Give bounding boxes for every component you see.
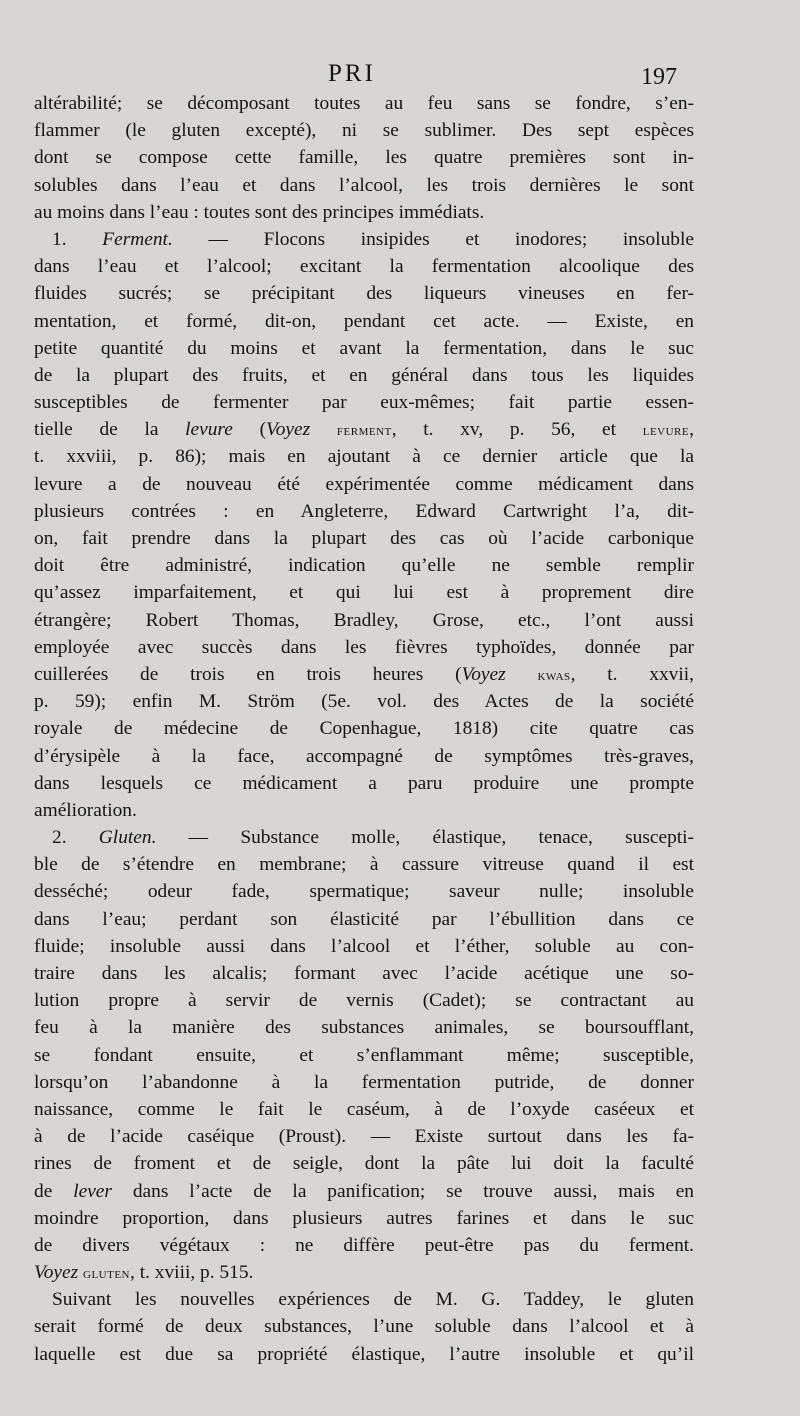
text-segment: altérabilité; se décomposant toutes au feu sans se fondre, s’en- xyxy=(34,93,694,114)
text-line xyxy=(34,1096,694,1123)
page-number: 197 xyxy=(641,64,677,90)
text-line xyxy=(34,253,694,280)
text-line xyxy=(34,1042,694,1069)
text-segment: desséché; odeur fade, spermatique; saveur nulle; insoluble xyxy=(34,881,694,903)
text-segment: dans l’acte de la panification; se trouve aussi, mais en xyxy=(111,1180,694,1202)
text-line xyxy=(34,1014,694,1041)
text-segment: traire dans les alcalis; formant avec l’acide acétique une so- xyxy=(34,963,694,984)
text-segment: Ferment. xyxy=(102,228,173,250)
text-segment: de divers végétaux : ne diffère peut-être pas du ferment. xyxy=(34,1234,694,1256)
text-segment: d’érysipèle à la face, accompagné de symptômes très-graves, xyxy=(34,745,694,767)
text-segment: flammer (le gluten excepté), ni se sublimer. Des sept espèces xyxy=(34,120,694,142)
text-segment: ble de s’étendre en membrane; à cassure vitreuse quand il est xyxy=(34,854,694,876)
text-line xyxy=(34,389,694,416)
text-segment: dans lesquels ce médicament a paru produire une prompte xyxy=(34,772,694,794)
text-line xyxy=(34,335,694,362)
text-segment: gluten xyxy=(83,1265,131,1283)
text-segment: de xyxy=(34,1180,74,1202)
text-line xyxy=(34,1069,694,1096)
text-line xyxy=(34,878,694,905)
text-segment: p. 59); enfin M. Ström (5e. vol. des Actes de la société xyxy=(34,691,694,713)
text-segment: , xyxy=(689,419,694,441)
text-segment: levure xyxy=(185,419,233,441)
text-segment: t. xxviii, p. 86); mais en ajoutant à ce dernier article que la xyxy=(34,446,694,468)
text-segment: étrangère; Robert Thomas, Bradley, Grose, etc., l’ont aussi xyxy=(34,609,694,631)
text-segment: royale de médecine de Copenhague, 1818) cite quatre cas xyxy=(34,718,694,740)
text-segment: lution propre à servir de vernis (Cadet); se contractant au xyxy=(34,990,694,1012)
text-line xyxy=(34,117,694,144)
text-line xyxy=(34,144,694,171)
text-line xyxy=(34,770,694,797)
text-segment: solubles dans l’eau et dans l’alcool, les trois dernières le sont xyxy=(34,174,694,196)
text-line xyxy=(34,906,694,933)
text-segment: fluides sucrés; se précipitant des liqueurs vineuses en fer- xyxy=(34,283,694,305)
text-segment: lorsqu’on l’abandonne à la fermentation putride, de donner xyxy=(34,1071,694,1093)
text-segment: rines de froment et de seigle, dont la pâte lui doit la faculté xyxy=(34,1153,694,1175)
text-segment: Voyez xyxy=(34,1262,79,1284)
text-segment: ( xyxy=(232,419,267,441)
text-line xyxy=(34,715,694,742)
text-segment: 1. xyxy=(52,228,103,250)
text-line xyxy=(34,1286,694,1313)
text-segment: Voyez xyxy=(461,663,506,685)
text-segment: qu’assez imparfaitement, et qui lui est à proprement dire xyxy=(34,582,694,604)
text-line xyxy=(34,661,694,688)
running-title: PRI xyxy=(328,60,376,87)
text-segment: à de l’acide caséique (Proust). — Existe surtout dans les fa- xyxy=(34,1126,694,1148)
text-segment: Suivant les nouvelles expériences de M. G. Taddey, le gluten xyxy=(52,1289,694,1311)
text-line xyxy=(34,199,694,226)
text-segment: , t. xv, p. 56, et xyxy=(391,419,643,441)
text-line xyxy=(34,987,694,1014)
text-line xyxy=(34,552,694,579)
text-segment: ferment xyxy=(336,422,392,440)
text-line xyxy=(34,797,694,824)
text-line xyxy=(34,280,694,307)
text-line xyxy=(34,607,694,634)
text-segment: Voyez xyxy=(266,419,311,441)
text-line xyxy=(34,960,694,987)
text-line xyxy=(34,172,694,199)
text-segment: fluide; insoluble aussi dans l’alcool et l’éther, soluble au con- xyxy=(34,935,694,957)
text-line xyxy=(34,634,694,661)
text-segment: de la plupart des fruits, et en général dans tous les liquides xyxy=(34,364,694,386)
text-line xyxy=(34,1341,694,1368)
text-segment: on, fait prendre dans la plupart des cas où l’acide carbonique xyxy=(34,528,694,549)
text-line xyxy=(34,851,694,878)
text-segment: Gluten. xyxy=(98,827,157,849)
text-line xyxy=(34,443,694,470)
text-segment: laquelle est due sa propriété élastique, l’autre insoluble et qu’il xyxy=(34,1343,694,1365)
text-segment: feu à la manière des substances animales, se boursoufflant, xyxy=(34,1017,694,1039)
text-line xyxy=(34,1313,694,1340)
text-line xyxy=(34,579,694,606)
text-segment: serait formé de deux substances, l’une soluble dans l’alcool et à xyxy=(34,1316,694,1338)
text-segment: amélioration. xyxy=(34,799,137,821)
text-line xyxy=(34,1178,694,1205)
text-segment: employée avec succès dans les fièvres typhoïdes, donnée par xyxy=(34,636,694,658)
text-segment: tielle de la xyxy=(34,419,186,441)
text-line xyxy=(34,824,694,851)
text-line xyxy=(34,362,694,389)
text-segment xyxy=(506,664,538,685)
text-segment: dans l’eau et l’alcool; excitant la fermentation alcoolique des xyxy=(34,256,694,278)
text-line xyxy=(34,90,694,117)
text-segment: lever xyxy=(73,1180,112,1202)
text-segment: cuillerées de trois en trois heures ( xyxy=(34,663,462,685)
text-line xyxy=(34,498,694,525)
text-segment: petite quantité du moins et avant la fermentation, dans le suc xyxy=(34,337,694,359)
text-segment: mentation, et formé, dit-on, pendant cet acte. — Existe, en xyxy=(34,310,694,332)
text-segment: au moins dans l’eau : toutes sont des principes immédiats. xyxy=(34,201,485,223)
text-segment: dans l’eau; perdant son élasticité par l’ébullition dans ce xyxy=(34,908,694,930)
text-segment: — Flocons insipides et inodores; insoluble xyxy=(172,228,695,250)
text-line xyxy=(34,743,694,770)
text-segment: susceptibles de fermenter par eux-mêmes; fait partie essen- xyxy=(34,392,694,414)
text-segment: kwas xyxy=(537,666,571,684)
text-line xyxy=(34,1232,694,1259)
text-segment: 2. xyxy=(52,827,99,849)
text-line xyxy=(34,1150,694,1177)
text-line xyxy=(34,226,694,253)
text-segment: levure xyxy=(642,422,690,440)
text-segment: doit être administré, indication qu’elle ne semble remplir xyxy=(34,555,694,577)
text-segment: , t. xxvii, xyxy=(570,663,694,685)
text-line xyxy=(34,308,694,335)
text-segment: — Substance molle, élastique, tenace, suscepti- xyxy=(156,827,695,849)
text-segment: , t. xviii, p. 515. xyxy=(130,1262,254,1284)
text-segment: se fondant ensuite, et s’enflammant même; susceptible, xyxy=(34,1044,694,1066)
text-segment: moindre proportion, dans plusieurs autres farines et dans le suc xyxy=(34,1207,694,1229)
text-line xyxy=(34,1123,694,1150)
text-segment: plusieurs contrées : en Angleterre, Edward Cartwright l’a, dit- xyxy=(34,500,694,522)
text-line xyxy=(34,416,694,443)
text-line xyxy=(34,933,694,960)
text-line xyxy=(34,525,694,552)
body-text xyxy=(34,90,694,1368)
text-line xyxy=(34,1205,694,1232)
text-line xyxy=(34,688,694,715)
text-line xyxy=(34,1259,694,1286)
text-line xyxy=(34,471,694,498)
text-segment: dont se compose cette famille, les quatre premières sont in- xyxy=(34,147,694,169)
text-segment: naissance, comme le fait le caséum, à de l’oxyde caséeux et xyxy=(34,1098,694,1120)
text-segment xyxy=(310,419,337,440)
text-segment: levure a de nouveau été expérimentée comme médicament dans xyxy=(34,473,694,495)
